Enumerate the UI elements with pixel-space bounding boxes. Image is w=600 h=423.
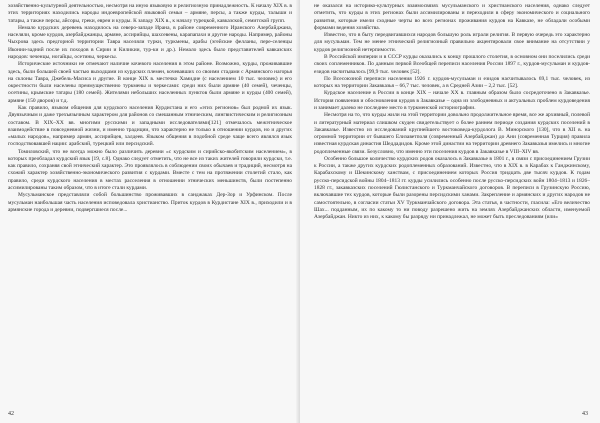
right-paragraph-6: Несмотря на то, что курды жили на этой территории довольно продолжительное время, все же архивный, полевой и литературный материал слишком скуден свидетельствует о более раннем периоде создания курдских поселений в Закавказье. Известно из исследований крупнейшего востоковеда-курдолога В. Минорского [130], что в XII в. на огромной территории от бывшего Елизаветполя (современный Азербайджан) до Ани (современная Турция) правила известная курдская династия Шеддадидов. Кроме этой династии на территории древнего Закавказья имелись и многие родоплеменные связи. Безусловно, что именно эти поселения курдов в Закавказье в VIII–XIV вв. bbox=[314, 112, 590, 155]
right-paragraph-1: не оказался на историко-культурных взаимосвязях мусульманского и христианского населения, однако следует отметить, что курды в этих регионах были ассимилированы и переходили в сферу экономического и социального развития, которые имели сходные черты во всех регионах проживания курдов на Кавказе, не обладали особыми формами ведения хозяйства. bbox=[314, 3, 590, 31]
right-paragraph-2: Известно, что в быту передвигавшихся народов большую роль играли религия. В первую очередь это характерно для мусульман. Тем не менее этнический религиозный правильно акцентировали свое внимание на отсутствии у курдов религиозной нетерпимости. bbox=[314, 32, 590, 53]
left-page-text bbox=[8, 3, 292, 214]
right-page-number: 43 bbox=[582, 411, 588, 417]
right-page bbox=[300, 0, 600, 423]
left-paragraph-5: Томиловский, что не всегда можно было различить деревни «с курдским и сирийско-якобитским населением», в которых преобладал курдский язык [19, с.8]. Однако следует отметить, что не все из таких жителей говорили курдски, т.е. как правило, сохраняя свой этнический характер. Это проявлялось в соблюдении своих обычаев и традиций, несмотря на схожий характер хозяйственно-экономического развития с курдами. Вместе с тем на протяжении столетий стало, как правило, среди курдского населения в местах расселения в отношении этнических меньшинств, были постепенно ассимилированы таким образом, что в итоге стали курдами. bbox=[8, 148, 292, 192]
right-paragraph-5: Курдское население в России в конце XIX – начале XX в. главным образом было сосредоточено в Закавказье. История появления и обосновления курдов в Закавказье – одна из злободневных и актуальных проблем курдоведения и занимает далеко не последнее место в туркменской историографии. bbox=[314, 90, 590, 111]
right-paragraph-4: По Всесоюзной переписи населения 1926 г. курдов-мусульман и езидов насчитывалось 69,1 тыс. человек, из которых на территории Закавказья – 66,7 тыс. человек, а в Средней Азии – 2,2 тыс. [52]. bbox=[314, 75, 590, 90]
left-paragraph-6: Мусульманское представляли собой большинство проживавших в санджаках Дер-Зор и Урфинском. После мусульман наибольшая часть населения исповедовала христианство. Приток курдов в Курдистане XIX в., приходили и в армянские города и деревни, подвергшиеся после... bbox=[8, 192, 292, 213]
left-paragraph-4: Как правило, языком общения для курдского населения Курдистана и его «этих регионов» был родной их язык. Двуязычным и даже трехъязычным характером для районов со смешанным этническим, лингвистическим и религиозным составом. В XIX–XX вв. многими русскими и западными исследователями[121] отмечалось межэтническое взаимодействие в повседневной жизни, и именно традиции, что характерно не только в отношении курдов, но и других «малых народов», например армян, ассирийцев, халдеев. Языком общения в подобной среде чаще всего являлся язык господствовавшей нации: арабский, турецкий или персидский. bbox=[8, 104, 292, 148]
right-page-text bbox=[314, 3, 590, 221]
left-paragraph-2: Немало курдских деревень находилось на северо-западе Ирана, в районе современного Иранского Азербайджана, населяли, кроме курдов, азербайджанцы, армяне, ассирийцы, шахсевены, карапапахи и другие народы. Например, районы Чыхрова здесь предгорной территории Тавра населяли турки, туркмены, арабы (эгейские фелланы, пере-селенцы Иконии-задний после их походов в Сирии и Киликии, тур-ки и др.). Немало здесь было представителей кавказских народов: чеченцы, ногайцы, осетины, черкесы. bbox=[8, 24, 292, 60]
left-page-number: 42 bbox=[8, 411, 14, 417]
left-paragraph-1: хозяйственно-культурной деятельностью, несмотря на иную языковую и религиозную принадлежность. К началу XIX в. в этих территориях находились народы индоевропейской языковой семьи – армяне, персы, а также курды, талыши и татары, а также персы, айсоры, греки, евреи и курды. К западу XIX в., к началу турецкой, кавказской, семитской групп. bbox=[8, 3, 292, 24]
left-paragraph-3: Исторические источники не отмечают наличие кочевого населения в этом районе. Возможно, курды, проживавшие здесь, были большей своей частью выходцами из курдских племен, кочевавших со своими стадами с Армянского нагорья на склоны Тавра, Джебель-Масиса и другие. В конце XIX в. местечко Хамидие (с населением 10 тыс. человек) и его окрестности были населены преимущественно туркмены и черкесами: среди них были армяне (40 семей), чеченцы, осетины, крымские татары (180 семей). Жителями небольших населенных пунктов были армяне и курды (400 семей), армяне (150 дворов) и т.д. bbox=[8, 61, 292, 104]
right-paragraph-3: В Российской империи и в СССР курды оказались к концу прошлого столетия, в основном они поселились среди своих соплеменников. По данным первой Всеобщей переписи населения России 1897 г., курдов-мусульман и курдов-езидов насчитывалось [99,9 тыс. человек [52]. bbox=[314, 53, 590, 75]
right-paragraph-7: Особенно большое количество курдских родов оказалось в Закавказье в 1801 г., в связи с присоединением Грузии к России, а также других курдских родоплеменных образований. Известно, что в XIX в. в Карабах к Ганджинскому, Карабахскому и Шекинскому ханствам, с присоединением которых Россия тридцать две тысяч курдов. К годам русско-персидской войны 1804–1813 гг. курды усилились особенно после русско-персидских войн 1804–1813 и 1826–1828 гг., закавказских поселений Гюлистанского и Туркманчайского договоров. В переписи в Грузинскую Россию, включавшие тех курдов, которые были разорены персидскими ханами. Закрепление и армянских и других народов не самостоятельно, в согласии статьи XV Туркманчайского договора. Эта статья, в частности, гласила: «Его величество Шах... подданным, их по какому то ни поводу разрешено жить на землях Азербайджанских области, именуемой Азербайджан. Никто из них, к какому бы разряду ни принадлежал, не может быть преследованиям (или» bbox=[314, 155, 590, 221]
